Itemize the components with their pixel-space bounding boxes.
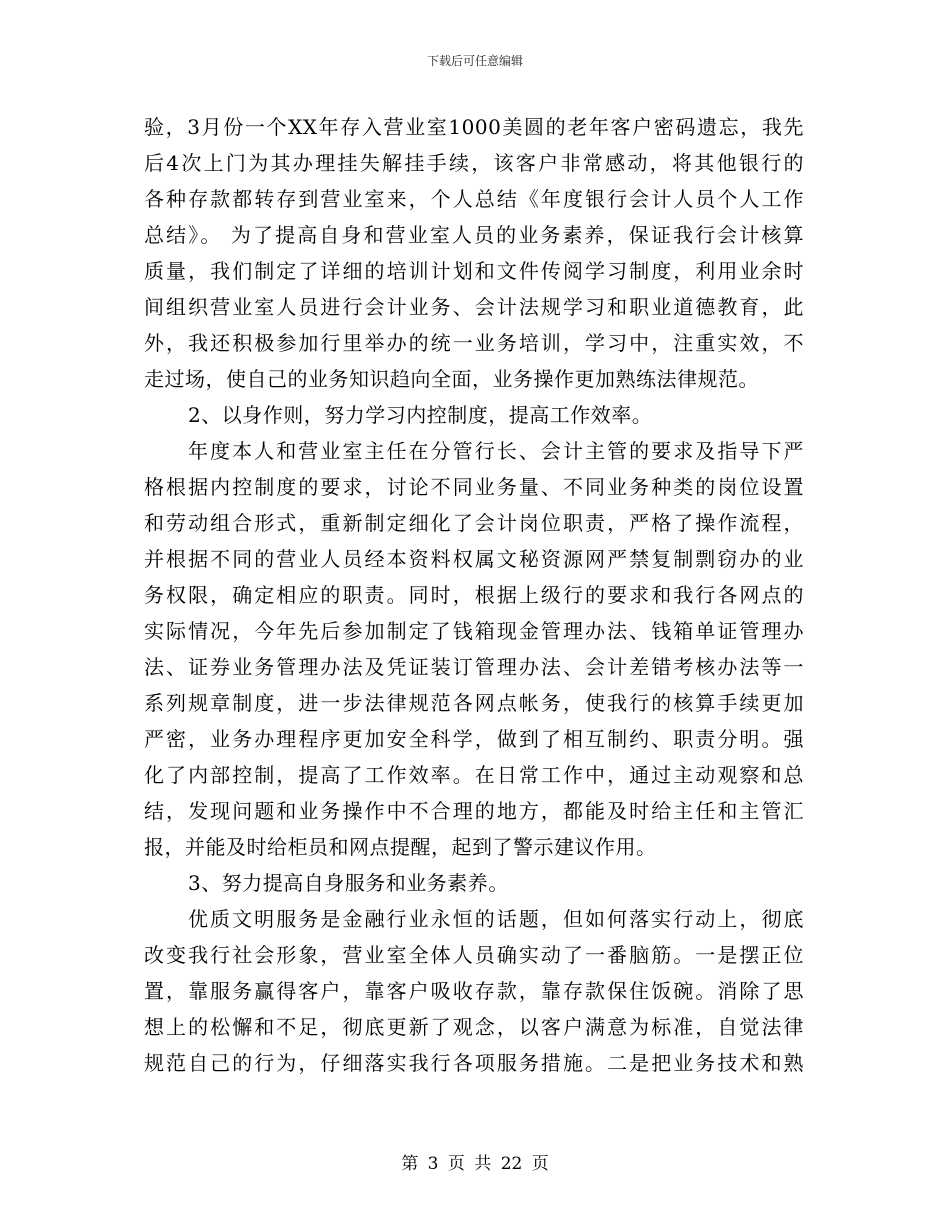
body-line: 质量，我们制定了详细的培训计划和文件传阅学习制度，利用业余时: [144, 259, 804, 283]
body-line: 化了内部控制，提高了工作效率。在日常工作中，通过主动观察和总: [144, 763, 804, 787]
body-line: 和劳动组合形式，重新制定细化了会计岗位职责，严格了操作流程，: [144, 511, 804, 535]
body-line: 系列规章制度，进一步法律规范各网点帐务，使我行的核算手续更加: [144, 691, 804, 715]
body-line: 各种存款都转存到营业室来，个人总结《年度银行会计人员个人工作: [144, 187, 804, 211]
body-line: 走过场，使自己的业务知识趋向全面，业务操作更加熟练法律规范。: [144, 367, 759, 391]
body-line: 想上的松懈和不足，彻底更新了观念，以客户满意为标准，自觉法律: [144, 1015, 804, 1039]
body-line: 报，并能及时给柜员和网点提醒，起到了警示建议作用。: [144, 835, 657, 859]
section-heading-3: 3、努力提高自身服务和业务素养。: [188, 871, 509, 895]
body-line: 格根据内控制度的要求，讨论不同业务量、不同业务种类的岗位设置: [144, 475, 804, 499]
section-heading-2: 2、以身作则，努力学习内控制度，提高工作效率。: [188, 403, 653, 427]
page-number-footer: 第 3 页 共 22 页: [401, 1154, 549, 1174]
body-line: 改变我行社会形象，营业室全体人员确实动了一番脑筋。一是摆正位: [144, 943, 804, 967]
body-line: 年度本人和营业室主任在分管行长、会计主管的要求及指导下严: [188, 439, 804, 463]
body-line: 并根据不同的营业人员经本资料权属文秘资源网严禁复制剽窃办的业: [144, 547, 804, 571]
body-line: 结，发现问题和业务操作中不合理的地方，都能及时给主任和主管汇: [144, 799, 804, 823]
body-line: 总结》。 为了提高自身和营业室人员的业务素养，保证我行会计核算: [144, 223, 804, 247]
document-body: [144, 109, 804, 1081]
body-line: 务权限，确定相应的职责。同时，根据上级行的要求和我行各网点的: [144, 583, 804, 607]
body-line: 置，靠服务赢得客户，靠客户吸收存款，靠存款保住饭碗。消除了思: [144, 979, 804, 1003]
body-line: 实际情况，今年先后参加制定了钱箱现金管理办法、钱箱单证管理办: [144, 619, 804, 643]
body-line: 法、证券业务管理办法及凭证装订管理办法、会计差错考核办法等一: [144, 655, 804, 679]
page-header: 下载后可任意编辑: [426, 54, 523, 68]
body-line: 规范自己的行为，仔细落实我行各项服务措施。二是把业务技术和熟: [144, 1051, 804, 1075]
body-line: 优质文明服务是金融行业永恒的话题，但如何落实行动上，彻底: [188, 907, 804, 931]
body-line: 严密，业务办理程序更加安全科学，做到了相互制约、职责分明。强: [144, 727, 804, 751]
body-line: 间组织营业室人员进行会计业务、会计法规学习和职业道德教育，此: [144, 295, 804, 319]
body-line: 外，我还积极参加行里举办的统一业务培训，学习中，注重实效，不: [144, 331, 804, 355]
body-line: 后4次上门为其办理挂失解挂手续，该客户非常感动，将其他银行的: [144, 151, 804, 175]
body-line: 验，3月份一个XX年存入营业室1000美圆的老年客户密码遗忘，我先: [144, 115, 804, 139]
